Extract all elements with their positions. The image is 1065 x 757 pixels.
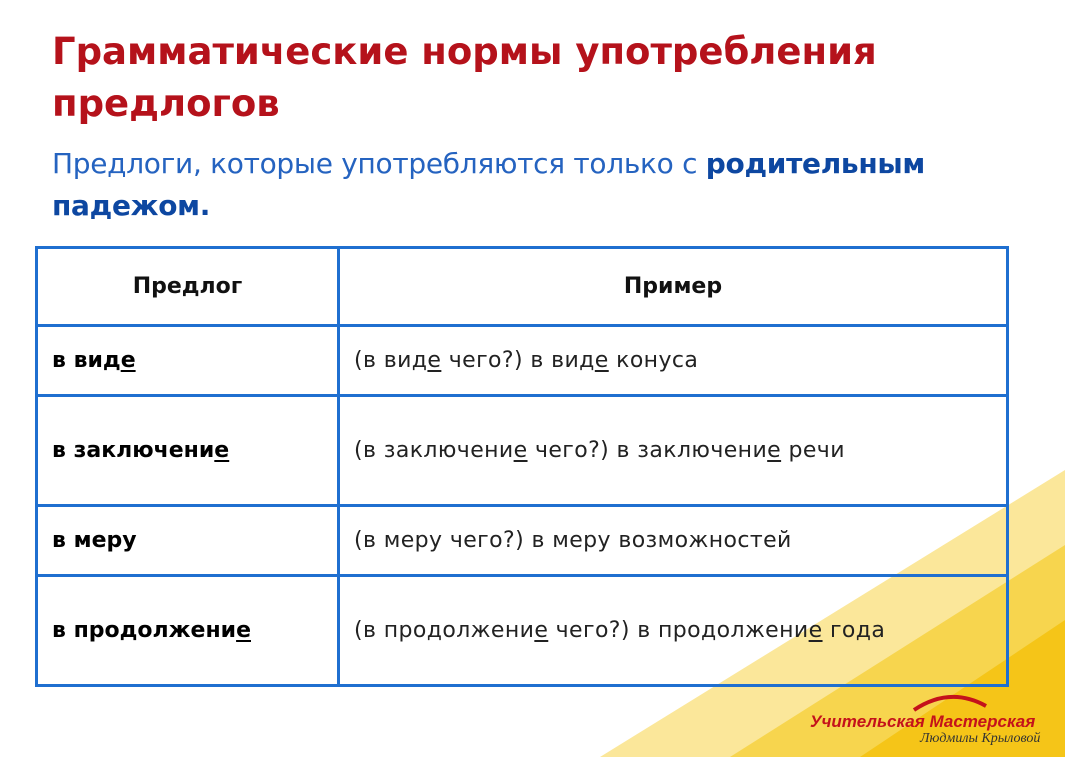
preposition-stem: в вид	[52, 348, 121, 373]
header-example: Пример	[339, 248, 1008, 326]
example-part: речи	[781, 437, 845, 463]
page-title: Грамматические нормы употребления предлогов	[52, 30, 877, 125]
example-cell	[339, 326, 1008, 396]
logo-arc-icon	[910, 692, 990, 712]
preposition-cell	[37, 576, 339, 686]
example-part: чего?) в вид	[441, 347, 595, 373]
preposition-stem: в меру	[52, 528, 137, 553]
example-part: чего?) в продолжени	[548, 617, 809, 643]
example-ending: е	[594, 347, 609, 373]
logo-subtitle: Людмилы Крыловой	[920, 731, 1041, 746]
subtitle	[52, 143, 952, 227]
example-part: чего?) в заключени	[527, 437, 768, 463]
subtitle-text: Предлоги, которые употребляются только с	[52, 147, 706, 180]
example-ending: е	[513, 437, 528, 463]
preposition-ending: е	[214, 438, 230, 463]
example-part: (в заключени	[354, 437, 514, 463]
header-preposition: Предлог	[37, 248, 339, 326]
table-header-row	[37, 248, 1008, 326]
example-ending: е	[767, 437, 782, 463]
example-part: года	[822, 617, 886, 643]
example-cell	[339, 506, 1008, 576]
subtitle-emphasis: родительным падежом.	[52, 147, 925, 222]
example-ending: е	[808, 617, 823, 643]
table-row	[37, 576, 1008, 686]
logo-title: Учительская Мастерская	[810, 712, 1036, 731]
example-ending: е	[427, 347, 442, 373]
preposition-cell	[37, 326, 339, 396]
publisher-logo	[810, 692, 1050, 752]
table-row	[37, 506, 1008, 576]
preposition-ending: е	[120, 348, 136, 373]
example-part: (в вид	[354, 347, 428, 373]
table-row	[37, 396, 1008, 506]
example-part: (в меру чего?) в меру возможностей	[354, 527, 792, 553]
prepositions-table	[35, 246, 1009, 687]
preposition-cell	[37, 396, 339, 506]
example-cell	[339, 396, 1008, 506]
preposition-stem: в заключени	[52, 438, 215, 463]
example-part: (в продолжени	[354, 617, 535, 643]
example-ending: е	[534, 617, 549, 643]
preposition-ending: е	[236, 618, 251, 643]
table-row	[37, 326, 1008, 396]
example-cell	[339, 576, 1008, 686]
example-part: конуса	[608, 347, 699, 373]
preposition-stem: в продолжени	[52, 618, 237, 643]
preposition-cell	[37, 506, 339, 576]
